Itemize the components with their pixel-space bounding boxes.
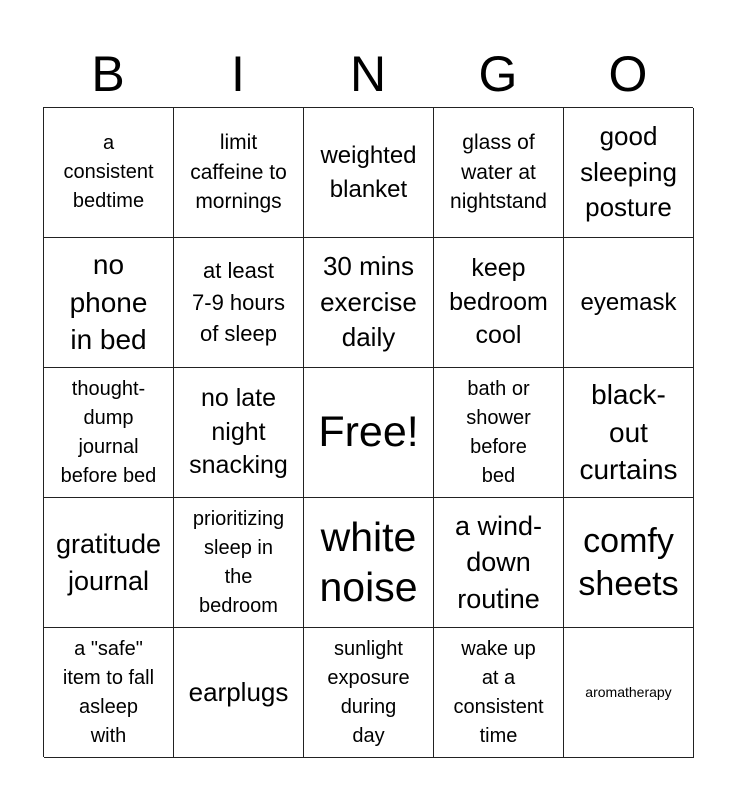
cell-text: aromatherapy — [585, 684, 672, 701]
bingo-cell[interactable] — [44, 368, 174, 498]
cell-text: limit caffeine to mornings — [190, 131, 287, 214]
bingo-cell[interactable] — [304, 108, 434, 238]
bingo-cell[interactable] — [174, 108, 304, 238]
cell-text: keep bedroom cool — [449, 253, 548, 350]
bingo-cell[interactable] — [304, 238, 434, 368]
bingo-board — [43, 107, 693, 757]
bingo-header — [43, 40, 693, 108]
cell-text: glass of water at nightstand — [450, 131, 547, 214]
bingo-cell[interactable] — [564, 628, 694, 758]
bingo-cell[interactable] — [434, 368, 564, 498]
cell-text: bath or shower before bed — [466, 377, 531, 487]
bingo-cell[interactable] — [304, 498, 434, 628]
cell-text: black- out curtains — [579, 378, 678, 486]
bingo-cell[interactable] — [434, 498, 564, 628]
cell-text: 30 mins exercise daily — [320, 250, 417, 353]
bingo-cell[interactable] — [44, 628, 174, 758]
bingo-cell[interactable] — [44, 498, 174, 628]
cell-text: wake up at a consistent time — [453, 637, 544, 747]
cell-text: sunlight exposure during day — [327, 637, 410, 747]
bingo-cell[interactable] — [44, 108, 174, 238]
cell-text: white noise — [319, 514, 418, 610]
free-space-text: Free! — [318, 407, 419, 456]
bingo-cell[interactable] — [564, 368, 694, 498]
bingo-cell[interactable] — [174, 238, 304, 368]
free-space-cell[interactable] — [304, 368, 434, 498]
header-letter-n: N — [349, 46, 387, 102]
bingo-cell[interactable] — [174, 368, 304, 498]
header-letter-o: O — [608, 46, 648, 102]
cell-text: at least 7-9 hours of sleep — [192, 257, 285, 347]
header-letter-i: I — [231, 46, 245, 102]
cell-text: no late night snacking — [189, 383, 288, 480]
bingo-cell[interactable] — [564, 238, 694, 368]
cell-text: no phone in bed — [69, 248, 148, 356]
bingo-cell[interactable] — [44, 238, 174, 368]
cell-text: gratitude journal — [55, 529, 162, 596]
header-letter-g: G — [478, 46, 518, 102]
bingo-cell[interactable] — [564, 108, 694, 238]
header-letter-b: B — [91, 46, 125, 102]
cell-text: eyemask — [580, 288, 677, 316]
cell-text: comfy sheets — [578, 522, 679, 603]
cell-text: good sleeping posture — [580, 120, 677, 223]
bingo-cell[interactable] — [434, 108, 564, 238]
bingo-cell[interactable] — [434, 238, 564, 368]
cell-text: earplugs — [188, 676, 289, 707]
cell-text: thought- dump journal before bed — [60, 377, 157, 487]
cell-text: a "safe" item to fall asleep with — [62, 637, 155, 747]
bingo-cell[interactable] — [174, 628, 304, 758]
bingo-cell[interactable] — [304, 628, 434, 758]
cell-text: a wind- down routine — [454, 510, 543, 614]
bingo-cell[interactable] — [174, 498, 304, 628]
cell-text: a consistent bedtime — [63, 132, 154, 212]
bingo-cell[interactable] — [564, 498, 694, 628]
bingo-cell[interactable] — [434, 628, 564, 758]
cell-text: weighted blanket — [320, 141, 417, 203]
cell-text: prioritizing sleep in the bedroom — [192, 507, 285, 617]
